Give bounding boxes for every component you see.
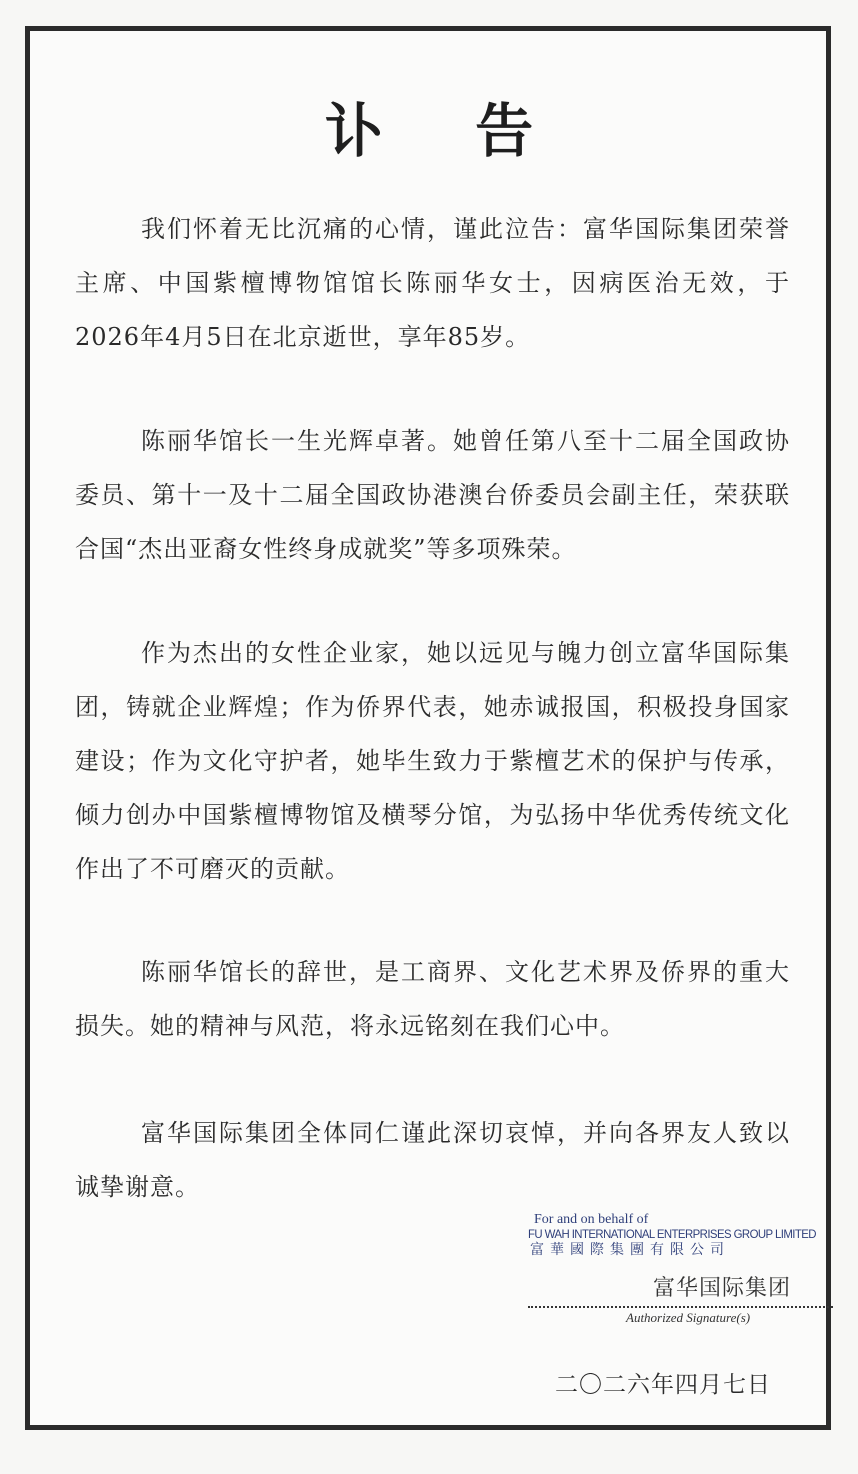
signature-text: 富华国际集团 <box>652 1276 791 1301</box>
company-stamp-line3: 富華國際集團有限公司 <box>530 1242 730 1258</box>
company-stamp-line2: FU WAH INTERNATIONAL ENTERPRISES GROUP LIMITED <box>528 1227 816 1241</box>
company-stamp-line1: For and on behalf of <box>534 1212 649 1227</box>
paragraph-honors: 陈丽华馆长一生光辉卓著。她曾任第八至十二届全国政协委员、第十一及十二届全国政协港澳台侨委员会副主任，荣获联合国“杰出亚裔女性终身成就奖”等多项殊荣。 <box>75 427 790 563</box>
paragraph-achievements: 作为杰出的女性企业家，她以远见与魄力创立富华国际集团，铸就企业辉煌；作为侨界代表，她赤诚报国，积极投身国家建设；作为文化守护者，她毕生致力于紫檀艺术的保护与传承，倾力创办中国紫檀博物馆及横琴分馆，为弘扬中华优秀传统文化作出了不可磨灭的贡献。 <box>75 639 790 883</box>
signature-dotted-line <box>528 1306 833 1308</box>
signature-block <box>528 1212 833 1326</box>
notice-title: 讣 告 <box>324 97 570 165</box>
paragraph-loss: 陈丽华馆长的辞世，是工商界、文化艺术界及侨界的重大损失。她的精神与风范，将永远铭刻在我们心中。 <box>75 958 790 1040</box>
authorized-signature-label: Authorized Signature(s) <box>626 1310 751 1325</box>
paragraph-announcement: 我们怀着无比沉痛的心情，谨此泣告：富华国际集团荣誉主席、中国紫檀博物馆馆长陈丽华女士，因病医治无效，于2026年4月5日在北京逝世，享年85岁。 <box>75 215 790 351</box>
notice-date: 二〇二六年四月七日 <box>555 1372 771 1398</box>
paragraph-condolence: 富华国际集团全体同仁谨此深切哀悼，并向各界友人致以诚挚谢意。 <box>75 1119 790 1201</box>
